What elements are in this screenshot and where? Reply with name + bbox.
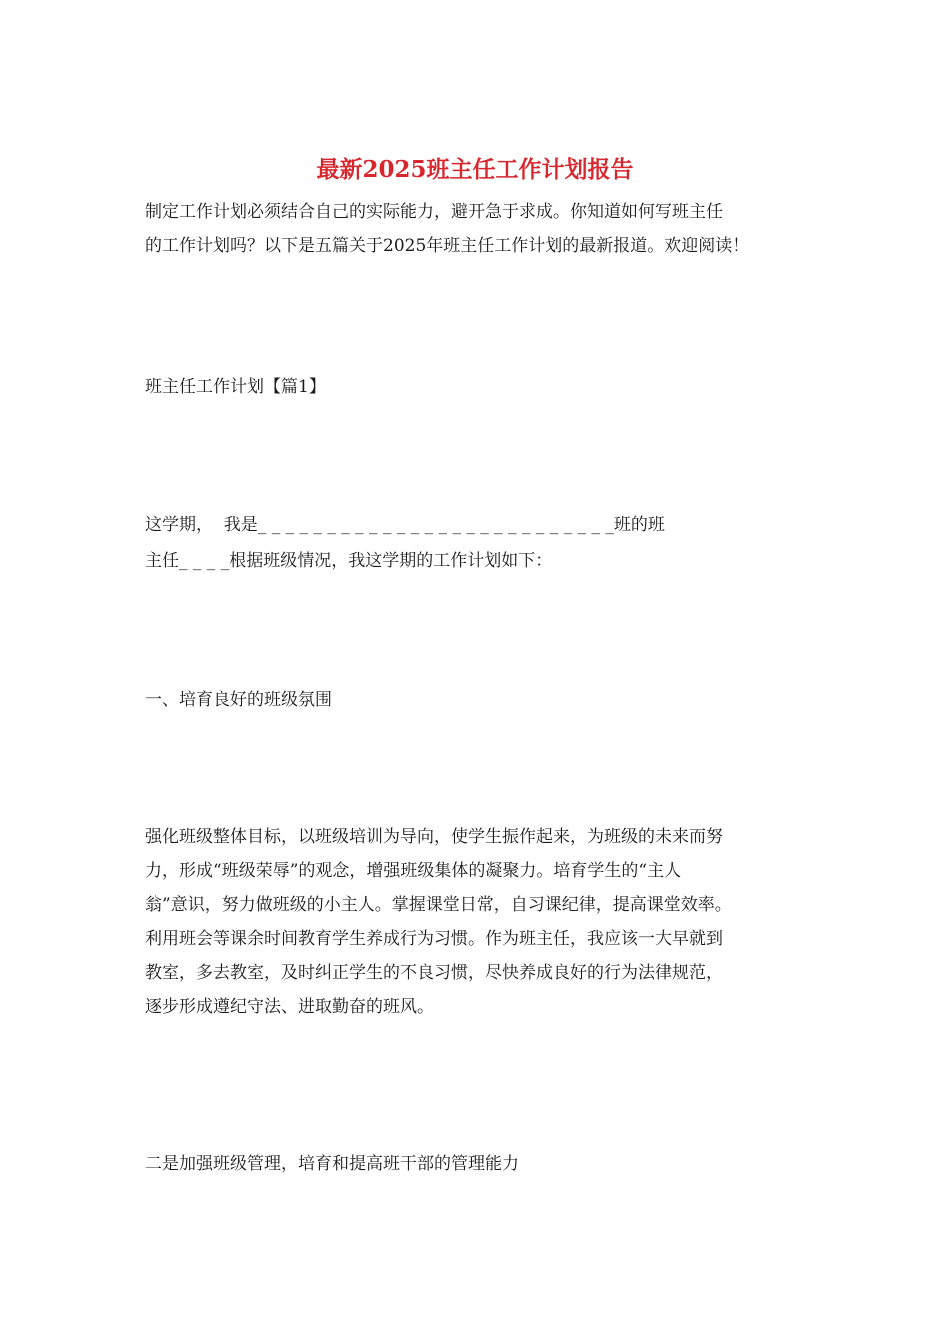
semester-line — [145, 544, 810, 578]
document-title: 最新2025班主任工作计划报告 — [316, 156, 634, 183]
section-body-line: 翁”意识，努力做班级的小主人。掌握课堂日常，自习课纪律，提高课堂效率。 — [145, 895, 732, 915]
section-body-line: 力，形成“班级荣辱”的观念，增强班级集体的凝聚力。培育学生的“主人 — [145, 861, 682, 881]
part-heading — [145, 370, 810, 404]
section-heading-text: 二是加强班级管理，培育和提高班干部的管理能力 — [145, 1154, 519, 1174]
intro-line: 制定工作计划必须结合自己的实际能力，避开急于求成。你知道如何写班主任 — [145, 202, 723, 222]
semester-line — [145, 508, 810, 542]
section-heading-text: 一、培育良好的班级氛围 — [145, 690, 332, 710]
section-heading — [145, 683, 810, 717]
intro-line: 的工作计划吗？以下是五篇关于2025年班主任工作计划的最新报道。欢迎阅读！ — [145, 236, 750, 256]
section-body-line: 逐步形成遵纪守法、进取勤奋的班风。 — [145, 997, 434, 1017]
part-heading-text: 班主任工作计划【篇1】 — [145, 377, 326, 397]
section-body-line: 利用班会等课余时间教育学生养成行为习惯。作为班主任，我应该一大早就到 — [145, 929, 723, 949]
semester-line-text: 主任_ _ _ _根据班级情况，我这学期的工作计划如下： — [145, 551, 553, 571]
intro-paragraph — [145, 195, 810, 263]
section-body-line: 强化班级整体目标，以班级培训为导向，使学生振作起来，为班级的未来而努 — [145, 827, 723, 847]
section-heading — [145, 1147, 810, 1181]
section-body — [145, 820, 810, 1024]
semester-line-text: 这学期， 我是_ _ _ _ _ _ _ _ _ _ _ _ _ _ _ _ _ _ _ _ _ _ _ _ _ _班的班 — [145, 515, 665, 535]
section-body-line: 教室，多去教室，及时纠正学生的不良习惯，尽快养成良好的行为法律规范， — [145, 963, 723, 983]
